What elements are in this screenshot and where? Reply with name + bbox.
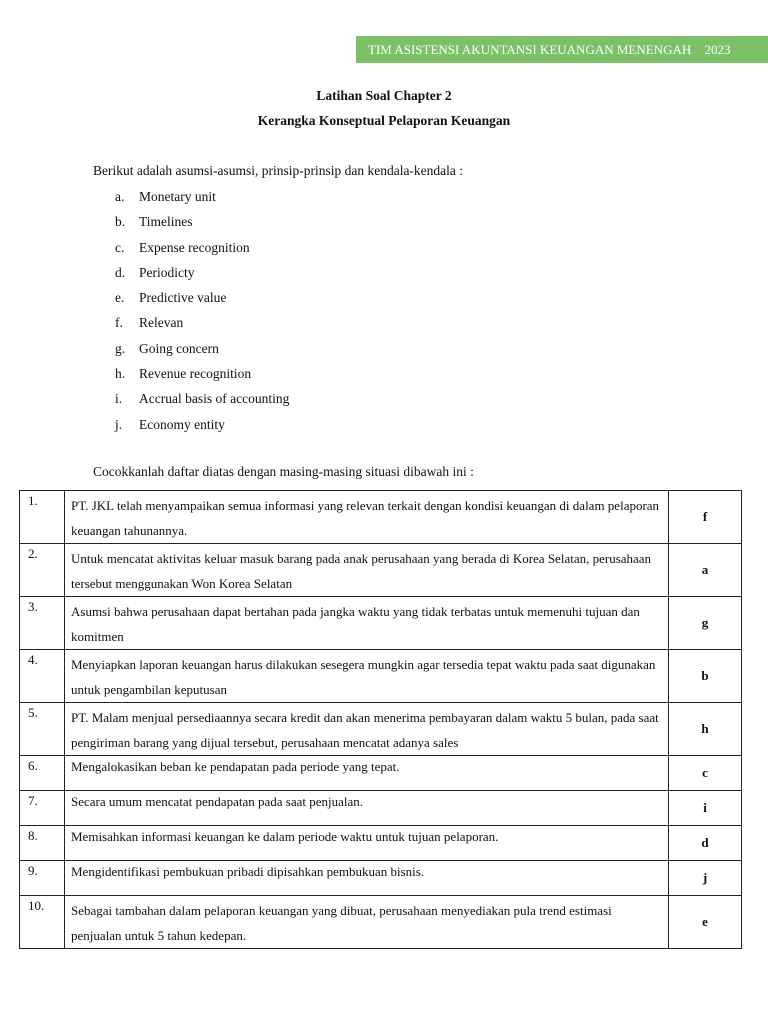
list-item-text: Accrual basis of accounting [139, 391, 290, 407]
table-row [20, 650, 742, 703]
list-marker: a. [115, 189, 125, 204]
list-marker: i. [115, 391, 123, 407]
list-item-text: Timelines [139, 214, 193, 230]
list-item-text: Predictive value [139, 290, 227, 306]
list-item-text: Monetary unit [139, 189, 216, 204]
row-number: 9. [20, 861, 65, 896]
list-marker: f. [115, 315, 123, 331]
row-number: 4. [20, 650, 65, 703]
row-situation: Mengalokasikan beban ke pendapatan pada periode yang tepat. [65, 756, 669, 791]
row-situation: Menyiapkan laporan keuangan harus dilakukan sesegera mungkin agar tersedia tepat waktu pada saat digunakan untuk pengambilan keputusan [65, 650, 669, 703]
matching-table [19, 490, 742, 949]
row-answer: h [669, 703, 742, 756]
header-year: 2023 [704, 42, 731, 57]
row-answer: j [669, 861, 742, 896]
list-item-text: Revenue recognition [139, 366, 252, 382]
row-answer: g [669, 597, 742, 650]
list-item-text: Periodicty [139, 264, 195, 280]
row-number: 1. [20, 491, 65, 544]
document-title: Latihan Soal Chapter 2 [316, 88, 452, 103]
list-item-text: Expense recognition [139, 239, 250, 255]
table-row [20, 703, 742, 756]
header-banner [356, 36, 768, 63]
row-number: 2. [20, 544, 65, 597]
row-number: 8. [20, 826, 65, 861]
list-item-text: Economy entity [139, 416, 225, 432]
row-situation: Sebagai tambahan dalam pelaporan keuangan yang dibuat, perusahaan menyediakan pula trend estimasi penjualan untuk 5 tahun kedepan. [65, 896, 669, 949]
list-marker: e. [115, 290, 125, 306]
instruction-paragraph: Cocokkanlah daftar diatas dengan masing-masing situasi dibawah ini : [93, 464, 474, 479]
row-situation: PT. JKL telah menyampaikan semua informasi yang relevan terkait dengan kondisi keuangan di dalam pelaporan keuangan tahunannya. [65, 491, 669, 544]
row-answer: b [669, 650, 742, 703]
row-situation: Memisahkan informasi keuangan ke dalam periode waktu untuk tujuan pelaporan. [65, 826, 669, 861]
row-answer: c [669, 756, 742, 791]
row-answer: i [669, 791, 742, 826]
row-situation: Untuk mencatat aktivitas keluar masuk barang pada anak perusahaan yang berada di Korea Selatan, perusahaan tersebut menggunakan Won Korea Selatan [65, 544, 669, 597]
table-row [20, 826, 742, 861]
table-row [20, 791, 742, 826]
header-team-label: TIM ASISTENSI AKUNTANSI KEUANGAN MENENGAH [368, 42, 692, 57]
document-subtitle: Kerangka Konseptual Pelaporan Keuangan [257, 113, 511, 128]
row-number: 10. [20, 896, 65, 949]
table-row [20, 544, 742, 597]
row-situation: Asumsi bahwa perusahaan dapat bertahan pada jangka waktu yang tidak terbatas untuk memenuhi tujuan dan komitmen [65, 597, 669, 650]
table-row [20, 491, 742, 544]
table-row [20, 861, 742, 896]
list-marker: h. [115, 366, 126, 382]
intro-paragraph: Berikut adalah asumsi-asumsi, prinsip-prinsip dan kendala-kendala : [93, 163, 464, 178]
row-situation: PT. Malam menjual persediaannya secara kredit dan akan menerima pembayaran dalam waktu 5 bulan, pada saat pengiriman barang yang dijual tersebut, perusahaan mencatat adanya sales [65, 703, 669, 756]
row-situation: Mengidentifikasi pembukuan pribadi dipisahkan pembukuan bisnis. [65, 861, 669, 896]
row-number: 6. [20, 756, 65, 791]
row-number: 5. [20, 703, 65, 756]
list-item-text: Relevan [139, 315, 184, 331]
list-marker: d. [115, 264, 126, 280]
row-answer: a [669, 544, 742, 597]
row-answer: f [669, 491, 742, 544]
table-row [20, 896, 742, 949]
list-marker: c. [115, 239, 125, 255]
list-marker: j. [115, 416, 123, 432]
list-marker: g. [115, 340, 126, 356]
row-answer: e [669, 896, 742, 949]
row-number: 7. [20, 791, 65, 826]
row-situation: Secara umum mencatat pendapatan pada saat penjualan. [65, 791, 669, 826]
row-number: 3. [20, 597, 65, 650]
row-answer: d [669, 826, 742, 861]
table-row [20, 597, 742, 650]
table-row [20, 756, 742, 791]
list-marker: b. [115, 214, 126, 230]
list-item-text: Going concern [139, 340, 219, 356]
